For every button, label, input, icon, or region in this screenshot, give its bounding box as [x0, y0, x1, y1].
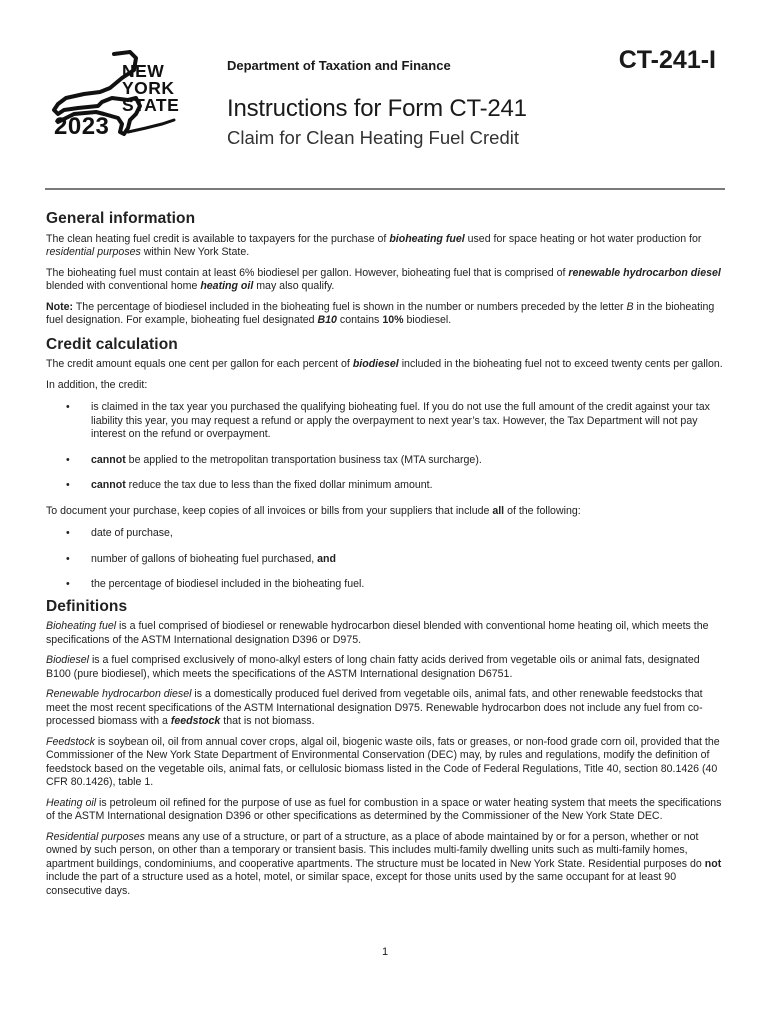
text: The percentage of biodiesel included in the bioheating fuel is shown in the number or numbers preceded by the letter	[73, 300, 627, 313]
definition-renewable-hydrocarbon-diesel	[46, 688, 726, 729]
form-number: CT-241-I	[618, 46, 716, 74]
section-heading-credit: Credit calculation	[46, 335, 178, 353]
credit-paragraph-2: In addition, the credit:	[46, 378, 148, 391]
text: used for space heating or hot water production for	[464, 232, 702, 245]
term-heating-oil: heating oil	[200, 280, 254, 292]
text: all	[492, 504, 505, 517]
text: reduce the tax due to less than the fixed dollar minimum amount.	[125, 479, 433, 491]
text: means any use of a structure, or part of a structure, as a place of abode maintained by or for a person, whether or not owned by such person, on other than a temporary or transient basis. This includes multi-family dwelling units such as multi-family homes, apartment buildings, condominiums, and cooperative apartments. The structure must be located in New York State. Residential purposes do	[46, 830, 705, 870]
header-divider	[45, 188, 725, 190]
term: Heating oil	[46, 796, 97, 809]
list-item	[46, 578, 726, 592]
text: in the bioheating fuel designation. For example, bioheating fuel designated	[46, 300, 715, 326]
text: may also qualify.	[253, 280, 335, 292]
credit-paragraph-3	[46, 505, 726, 519]
text: included in the bioheating fuel not to exceed twenty cents per gallon.	[398, 358, 723, 370]
text: cannot	[91, 479, 126, 491]
text: is a fuel comprised of biodiesel or renewable hydrocarbon diesel blended with conventional home heating oil, which meets the specifications of the ASTM International designation D396 or D975.	[46, 620, 709, 646]
text: B	[626, 300, 634, 313]
definition-feedstock	[46, 736, 726, 790]
bullet-icon: •	[66, 453, 70, 466]
text: that is not biomass.	[220, 715, 315, 727]
text: blended with conventional home	[46, 280, 201, 292]
credit-conditions-list	[46, 401, 726, 493]
definition-residential-purposes	[46, 831, 726, 899]
text: cannot	[91, 453, 126, 466]
logo-wordmark	[122, 63, 179, 114]
text: be applied to the metropolitan transportation business tax (MTA surcharge).	[125, 453, 482, 466]
bullet-icon: •	[66, 479, 70, 491]
page-subtitle: Claim for Clean Heating Fuel Credit	[227, 127, 520, 148]
general-note	[46, 301, 726, 328]
text: The bioheating fuel must contain at least 6% biodiesel per gallon. However, bioheating fuel that is comprised of	[46, 266, 569, 279]
term-renewable-hydrocarbon-diesel: renewable hydrocarbon diesel	[568, 266, 721, 279]
nys-logo	[44, 48, 194, 148]
text: is a fuel comprised exclusively of mono-alkyl esters of long chain fatty acids derived from vegetable oils or animal fats, designated B100 (pure biodiesel), which meets the specifications of the ASTM International designation D6751.	[46, 654, 700, 680]
logo-line-new: NEW	[122, 61, 165, 81]
text: and	[317, 552, 336, 565]
text: date of purchase,	[91, 527, 173, 539]
text: is claimed in the tax year you purchased the qualifying bioheating fuel. If you do not use the full amount of the credit against your tax liability this year, you may request a refund or apply the overpayment to next year’s tax. However, the Tax Department will not pay interest on the refund or overpayment.	[91, 401, 710, 440]
definition-heating-oil	[46, 797, 726, 824]
text: 10%	[382, 314, 404, 326]
text: of the following:	[504, 504, 581, 517]
text: within New York State.	[140, 246, 250, 258]
text: is a domestically produced fuel derived from vegetable oils, animal fats, and other renewable feedstocks that meet the most recent specifications of the ASTM International designation D975. Renewable hydrocarbon does not include any fuel from co-processed biomass with a	[46, 688, 703, 727]
text: The clean heating fuel credit is available to taxpayers for the purchase of	[46, 232, 390, 245]
text: To document your purchase, keep copies of all invoices or bills from your suppliers that include	[46, 504, 493, 517]
page-title: Instructions for Form CT-241	[227, 95, 527, 122]
term-bioheating-fuel: bioheating fuel	[389, 232, 465, 245]
term: Bioheating fuel	[46, 620, 117, 632]
general-paragraph-1	[46, 233, 726, 260]
list-item	[46, 553, 726, 567]
logo-line-state: STATE	[122, 95, 180, 115]
text: B10	[317, 314, 337, 326]
text: not	[704, 857, 722, 870]
text: contains	[336, 314, 383, 326]
text: biodiesel.	[403, 314, 452, 326]
term: Biodiesel	[46, 654, 89, 666]
section-heading-general: General information	[46, 210, 196, 227]
department-name: Department of Taxation and Finance	[227, 58, 451, 73]
bullet-icon: •	[66, 578, 70, 590]
term-biodiesel: biodiesel	[352, 358, 399, 370]
text: The credit amount equals one cent per gallon for each percent of	[46, 358, 353, 370]
document-body	[46, 212, 726, 905]
list-item	[46, 527, 726, 541]
credit-paragraph-1	[46, 358, 726, 372]
page-number: 1	[381, 946, 389, 958]
list-item	[46, 401, 726, 442]
definition-bioheating-fuel	[46, 620, 726, 647]
term-residential-purposes: residential purposes	[46, 246, 141, 258]
text: include the part of a structure used as a hotel, motel, or similar space, except for those units used by the same occupant for at least 90 consecutive days.	[46, 871, 677, 897]
term: Renewable hydrocarbon diesel	[46, 688, 192, 700]
list-item	[46, 479, 726, 493]
text: the percentage of biodiesel included in the bioheating fuel.	[91, 578, 365, 590]
term: Feedstock	[46, 735, 95, 748]
definition-biodiesel	[46, 654, 726, 681]
bullet-icon: •	[66, 401, 70, 413]
list-item	[46, 454, 726, 468]
term: Residential purposes	[46, 830, 145, 843]
bullet-icon: •	[66, 552, 70, 565]
logo-line-york: YORK	[122, 78, 175, 98]
text: is petroleum oil refined for the purpose of use as fuel for combustion in a space or water heating system that meets the specifications of the ASTM International designation D396 or other specifications as determined by the Commissioner of the New York State DEC.	[46, 796, 722, 822]
bullet-icon: •	[66, 527, 70, 539]
documentation-list	[46, 527, 726, 592]
general-paragraph-2	[46, 267, 726, 294]
text: number of gallons of bioheating fuel purchased,	[91, 552, 318, 565]
note-label: Note:	[46, 300, 74, 313]
text: feedstock	[170, 715, 221, 727]
text: is soybean oil, oil from annual cover crops, algal oil, biogenic waste oils, fats or greases, or non-food grade corn oil, provided that the Commissioner of the New York State Department of Environmental Conservation (DEC) may, by rules and regulations, modify the definition of feedstock based on the vegetable oils, animal fats, or cellulosic biomass listed in the Code of Federal Regulations, Title 40, section 80.1426 (40 CFR 80.1426), table 1.	[46, 735, 720, 788]
section-heading-definitions: Definitions	[46, 597, 128, 615]
logo-year: 2023	[54, 113, 110, 140]
